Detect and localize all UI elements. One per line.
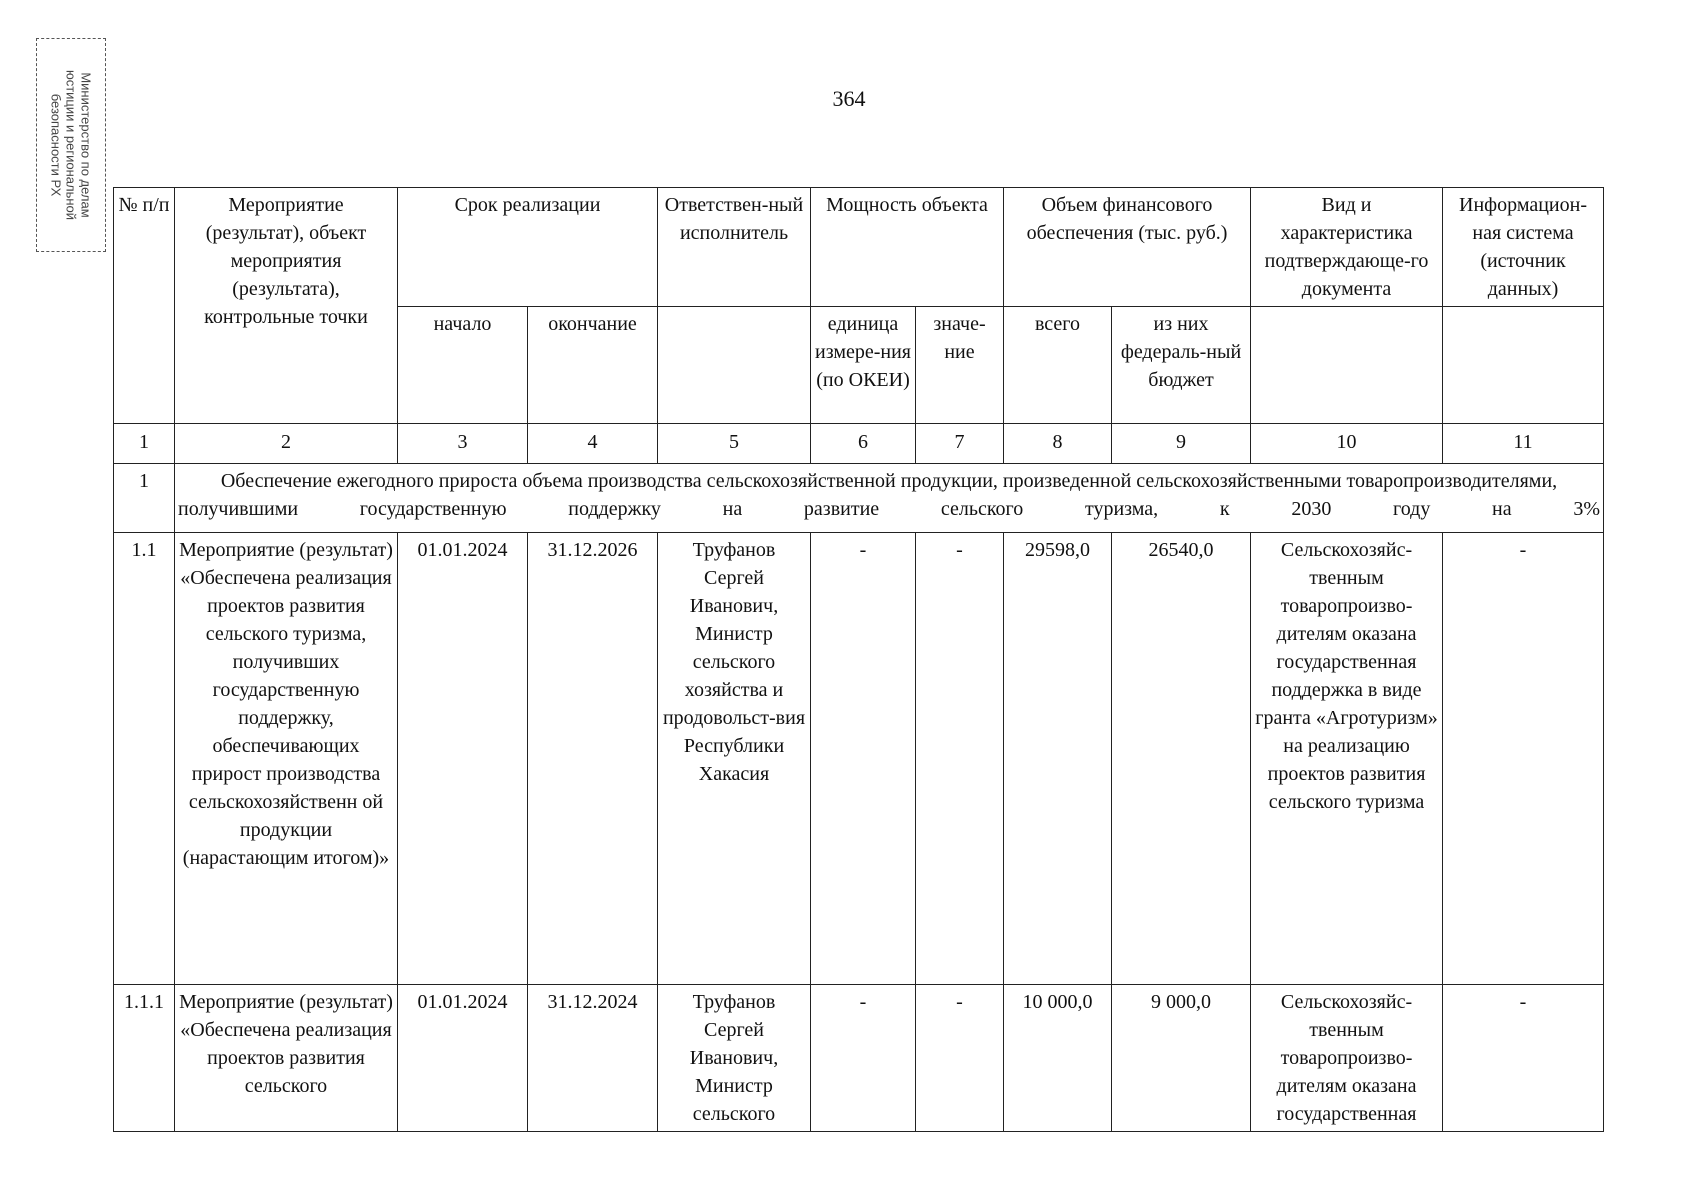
column-number-row <box>114 424 1604 464</box>
plan-table <box>113 187 1604 1132</box>
stamp-line: безопасности РХ <box>48 93 64 197</box>
header-capacity: Мощность объекта <box>811 188 1004 307</box>
column-number: 11 <box>1443 424 1604 464</box>
header-capacity-unit: единица измере-ния (по ОКЕИ) <box>811 307 916 424</box>
row-document: Сельскохозяйс-твенным товаропроизво-дителям оказана государственная поддержка в виде гранта «Агротуризм» на реализацию проектов развития сельского туризма <box>1251 533 1443 985</box>
header-empty <box>1443 307 1604 424</box>
row-start: 01.01.2024 <box>398 533 528 985</box>
header-row <box>114 188 1604 307</box>
row-responsible: Труфанов Сергей Иванович, Министр сельского хозяйства и продовольст-вия Республики Хакасия <box>658 533 811 985</box>
column-number: 1 <box>114 424 175 464</box>
header-event: Мероприятие (результат), объект мероприятия (результата), контрольные точки <box>175 188 398 424</box>
page-number: 364 <box>832 86 866 111</box>
row-info-system: - <box>1443 533 1604 985</box>
header-info-system: Информацион-ная система (источник данных) <box>1443 188 1604 307</box>
row-unit: - <box>811 533 916 985</box>
row-federal: 9 000,0 <box>1112 985 1251 1132</box>
header-document: Вид и характеристика подтверждающе-го документа <box>1251 188 1443 307</box>
row-value: - <box>916 533 1004 985</box>
row-total: 29598,0 <box>1004 533 1112 985</box>
header-term-end: окончание <box>528 307 658 424</box>
header-term-start: начало <box>398 307 528 424</box>
task-num: 1 <box>114 464 175 533</box>
column-number: 2 <box>175 424 398 464</box>
registration-stamp <box>36 38 106 252</box>
column-number: 8 <box>1004 424 1112 464</box>
table-row <box>114 533 1604 985</box>
header-capacity-value: значе-ние <box>916 307 1004 424</box>
header-empty <box>1251 307 1443 424</box>
column-number: 10 <box>1251 424 1443 464</box>
column-number: 9 <box>1112 424 1251 464</box>
row-event: Мероприятие (результат) «Обеспечена реализация проектов развития сельского <box>175 985 398 1132</box>
row-num: 1.1.1 <box>114 985 175 1132</box>
column-number: 5 <box>658 424 811 464</box>
row-event: Мероприятие (результат) «Обеспечена реализация проектов развития сельского туризма, получивших государственную поддержку, обеспечивающих прирост производства сельскохозяйственн ой продукции (нарастающим итогом)» <box>175 533 398 985</box>
row-responsible: Труфанов Сергей Иванович, Министр сельского <box>658 985 811 1132</box>
row-end: 31.12.2026 <box>528 533 658 985</box>
header-finance-total: всего <box>1004 307 1112 424</box>
row-federal: 26540,0 <box>1112 533 1251 985</box>
stamp-line: Министерство по делам <box>78 72 94 218</box>
row-info-system: - <box>1443 985 1604 1132</box>
row-start: 01.01.2024 <box>398 985 528 1132</box>
header-empty <box>658 307 811 424</box>
row-total: 10 000,0 <box>1004 985 1112 1132</box>
header-finance: Объем финансового обеспечения (тыс. руб.) <box>1004 188 1251 307</box>
stamp-line: юстиции и региональной <box>63 69 79 221</box>
header-term: Срок реализации <box>398 188 658 307</box>
task-row <box>114 464 1604 533</box>
table-row <box>114 985 1604 1132</box>
row-num: 1.1 <box>114 533 175 985</box>
row-unit: - <box>811 985 916 1132</box>
header-finance-federal: из них федераль-ный бюджет <box>1112 307 1251 424</box>
row-end: 31.12.2024 <box>528 985 658 1132</box>
column-number: 3 <box>398 424 528 464</box>
row-document: Сельскохозяйс-твенным товаропроизво-дителям оказана государственная <box>1251 985 1443 1132</box>
column-number: 4 <box>528 424 658 464</box>
header-responsible: Ответствен-ный исполнитель <box>658 188 811 307</box>
task-text: Обеспечение ежегодного прироста объема производства сельскохозяйственной продукции, произведенной сельскохозяйственными товаропроизводителями, получившими государственную поддержку на развитие сельского туризма, к 2030 году на 3% <box>175 464 1604 533</box>
row-value: - <box>916 985 1004 1132</box>
column-number: 6 <box>811 424 916 464</box>
header-num: № п/п <box>114 188 175 424</box>
stamp-text <box>49 45 94 245</box>
column-number: 7 <box>916 424 1004 464</box>
